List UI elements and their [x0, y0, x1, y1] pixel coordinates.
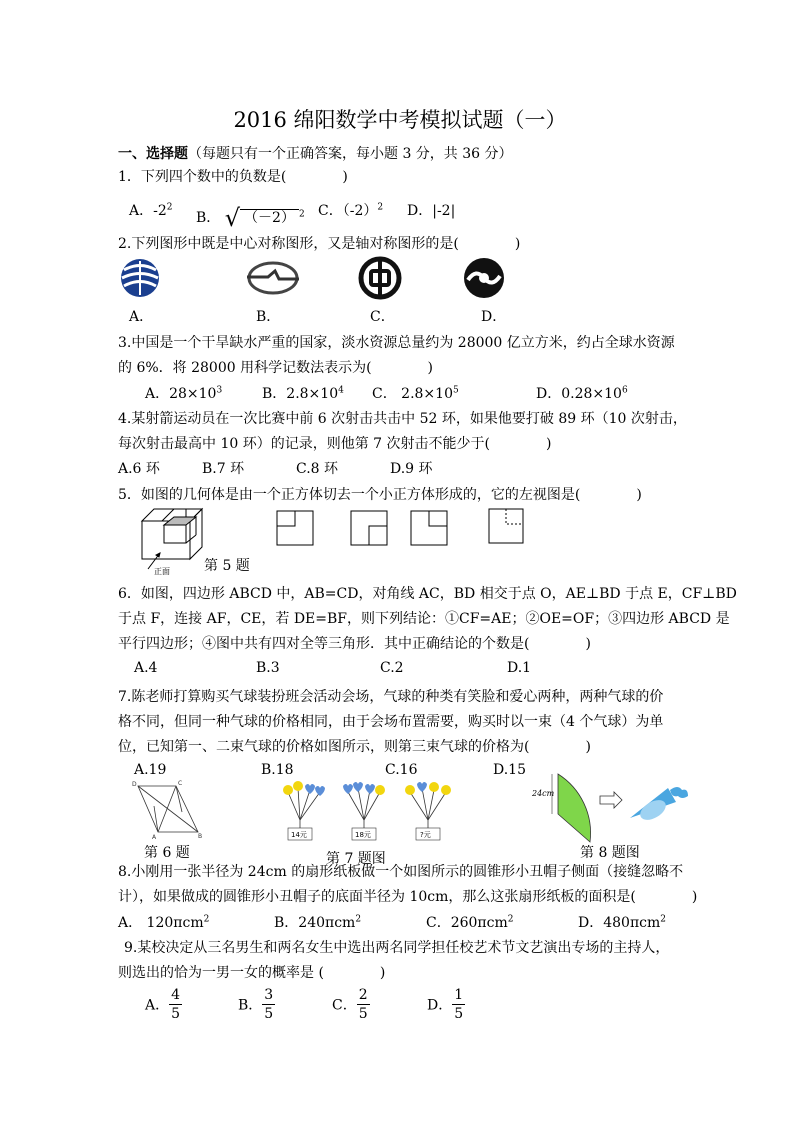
q4-line2: 每次射击最高中 10 环）的记录，则他第 7 次射击不能少于( ) [118, 436, 552, 452]
q6-option-b: B.3 [256, 660, 280, 676]
svg-text:D: D [132, 781, 137, 788]
q8-sector-cone-figure [530, 770, 700, 848]
logo-china-mobile-icon [118, 257, 162, 299]
q9-option-d: D． $\frac{1}{5}$ [427, 987, 464, 1022]
q6-line1: 6．如图，四边形 ABCD 中，AB=CD，对角线 AC，BD 相交于点 O，AE⊥BD 于点 E，CF⊥BD [118, 586, 737, 602]
balloon-bunch-1 [283, 781, 325, 840]
arrow-right-icon [600, 792, 622, 808]
q8-line2: 计），如果做成的圆锥形小丑帽子的底面半径为 10cm，那么这张扇形纸板的面积是( ) [118, 889, 698, 905]
q1-option-c: C．$(-2)^2$ [318, 202, 384, 219]
q2-option-b: B． [256, 309, 281, 325]
q8-option-d: D．480πcm$^2$ [578, 914, 666, 931]
q7-caption: 第 7 题图 [326, 851, 386, 867]
q6-caption: 第 6 题 [144, 845, 190, 861]
q7-line2: 格不同，但同一种气球的价格相同，由于会场布置需要，购买时以一束（4 个气球）为单 [118, 714, 664, 730]
q8-caption: 第 8 题图 [580, 845, 640, 861]
q4-option-d: D.9 环 [390, 461, 433, 477]
svg-text:B: B [198, 833, 203, 840]
q9-line2: 则选出的恰为一男一女的概率是 ( ) [118, 965, 386, 981]
q4-line1: 4.某射箭运动员在一次比赛中前 6 次射击共击中 52 环，如果他要打破 89 环（10 次射击， [118, 411, 687, 427]
q3-option-d: D．$0.28\times 10^6$ [536, 385, 628, 402]
balloon-bunch-3 [405, 782, 451, 840]
q8-option-b: B．240πcm$^2$ [274, 914, 362, 931]
q2-stem: 2.下列图形中既是中心对称图形，又是轴对称图形的是( ) [118, 236, 521, 252]
section-heading: 一、选择题 [118, 146, 188, 162]
q7-option-a: A.19 [134, 762, 167, 778]
section-note: （每题只有一个正确答案，每小题 3 分，共 36 分） [188, 146, 513, 162]
q5-option-a-view [276, 510, 316, 548]
logo-swirl-icon [462, 256, 506, 300]
q8-option-a: A． 120πcm$^2$ [118, 914, 210, 931]
q8-option-c: C．260πcm$^2$ [426, 914, 514, 931]
q5-solid-figure [134, 503, 204, 575]
q9-option-c: C． $\frac{2}{5}$ [332, 987, 368, 1022]
q1-option-a: A．$-2^2$ [129, 202, 173, 219]
q4-option-a: A.6 环 [118, 461, 160, 477]
q1-stem: 1．下列四个数中的负数是( ) [118, 169, 348, 185]
price-tag-3: ?元 [420, 831, 431, 839]
sqrt-symbol: √ [224, 204, 241, 232]
q3-line2: 的 6%．将 28000 用科学记数法表示为( ) [118, 360, 434, 376]
q7-option-b: B.18 [261, 762, 294, 778]
q3-option-b: B．$2.8\times 10^4$ [262, 385, 344, 402]
q9-option-b: B． $\frac{3}{5}$ [238, 987, 274, 1022]
q5-caption: 第 5 题 [204, 558, 250, 574]
q6-quadrilateral-figure [126, 780, 206, 840]
q7-option-c: C.16 [385, 762, 418, 778]
svg-text:C: C [178, 780, 183, 787]
q6-line3: 平行四边形；④图中共有四对全等三角形．其中正确结论的个数是( ) [118, 636, 591, 652]
q2-option-a: A． [129, 309, 154, 325]
q5-stem: 5．如图的几何体是由一个正方体切去一个小正方体形成的，它的左视图是( ) [118, 487, 642, 503]
q4-option-b: B.7 环 [202, 461, 245, 477]
q8-line1: 8.小刚用一张半径为 24cm 的扇形纸板做一个如图所示的圆锥形小丑帽子侧面（接缝忽略不 [118, 864, 684, 880]
q7-option-d: D.15 [493, 762, 526, 778]
q7-line3: 位，已知第一、二束气球的价格如图所示，则第三束气球的价格为( ) [118, 739, 591, 755]
q6-option-a: A.4 [134, 660, 158, 676]
q3-option-a: A．$28\times 10^3$ [145, 385, 223, 402]
q5-option-d-view [488, 508, 528, 546]
price-tag-2: 18元 [355, 831, 371, 839]
q6-option-d: D.1 [507, 660, 532, 676]
balloon-bunch-2 [343, 782, 385, 840]
radius-label: 24cm [532, 789, 555, 798]
q6-option-c: C.2 [380, 660, 404, 676]
logo-opel-icon [244, 260, 302, 296]
logo-bank-of-china-icon [358, 256, 402, 300]
q5-option-c-view [410, 510, 450, 548]
q2-option-d: D． [481, 309, 507, 325]
clown-hat-cone-icon [630, 787, 688, 824]
q9-line1: 9.某校决定从三名男生和两名女生中选出两名同学担任校艺术节文艺演出专场的主持人， [124, 940, 670, 956]
q3-line1: 3.中国是一个干旱缺水严重的国家，淡水资源总量约为 28000 亿立方米，约占全球水资源 [118, 335, 675, 351]
q5-option-b-view [350, 510, 390, 548]
q3-option-c: C． $2.8\times 10^5$ [372, 385, 459, 402]
q7-line1: 7.陈老师打算购买气球装扮班会活动会场，气球的种类有笑脸和爱心两种，两种气球的价 [118, 689, 664, 705]
page-title: 2016 绵阳数学中考模拟试题（一） [233, 108, 567, 132]
q4-option-c: C.8 环 [296, 461, 339, 477]
q1-option-d: D．|-2| [407, 203, 456, 219]
q2-option-c: C． [370, 309, 395, 325]
q9-option-a: A． $\frac{4}{5}$ [145, 987, 181, 1022]
svg-text:A: A [152, 834, 157, 840]
price-tag-1: 14元 [291, 831, 307, 839]
q7-balloon-figure [280, 778, 470, 844]
q6-line2: 于点 F，连接 AF，CE，若 DE=BF，则下列结论：①CF=AE；②OE=OF；③四边形 ABCD 是 [118, 611, 730, 627]
front-label: 正面 [154, 567, 170, 575]
section-header [118, 143, 513, 163]
q1-option-b: B． √ （－2） $^2$ [196, 204, 305, 232]
